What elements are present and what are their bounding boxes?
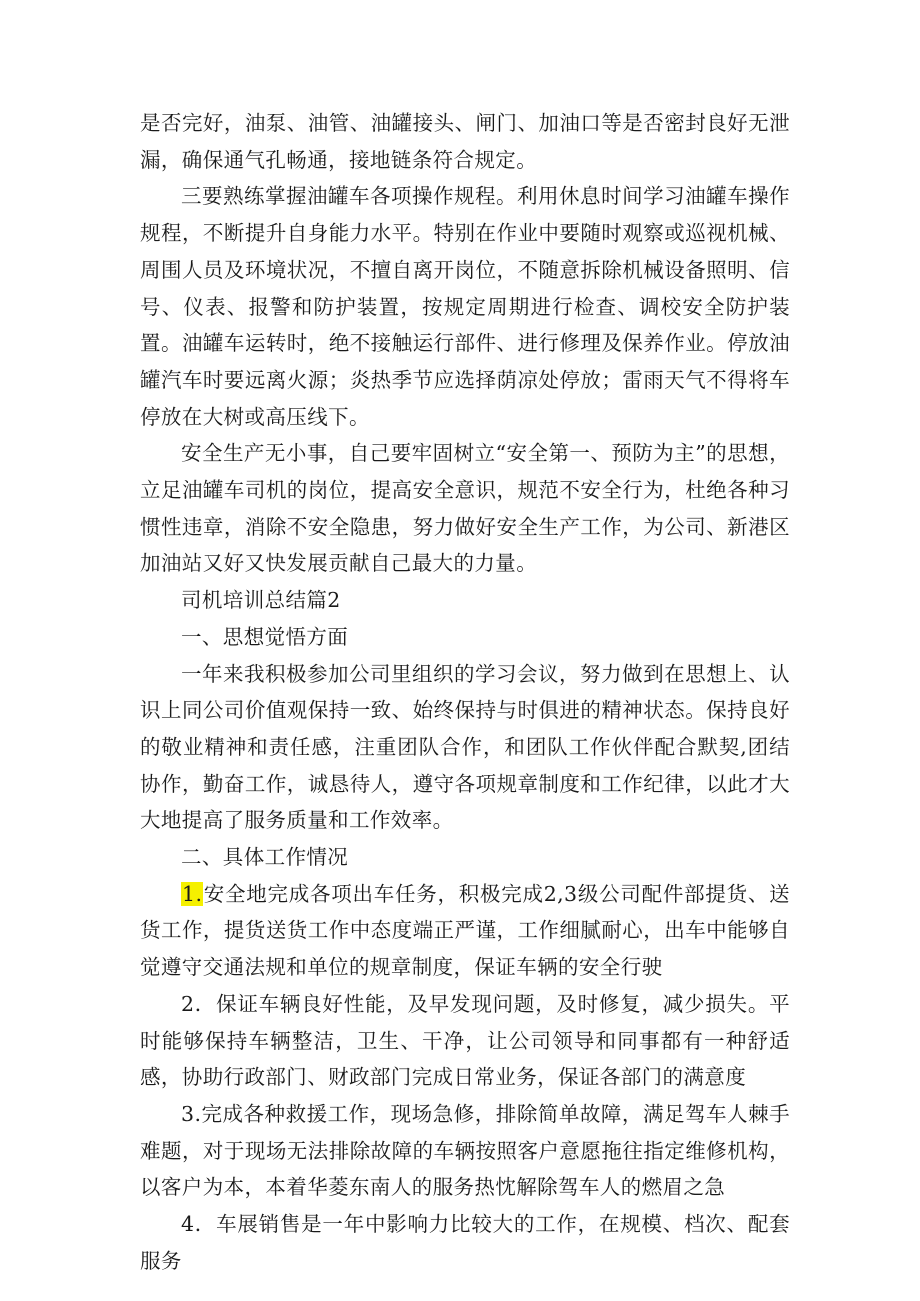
paragraph-continuation: 是否完好，油泵、油管、油罐接头、闸门、加油口等是否密封良好无泄漏，确保通气孔畅通，接地链条符合规定。 bbox=[140, 111, 790, 172]
paragraph-safety-production: 安全生产无小事，自己要牢固树立“安全第一、预防为主”的思想，立足油罐车司机的岗位，提高安全意识，规范不安全行为，杜绝各种习惯性违章，消除不安全隐患，努力做好安全生产工作，为公司、新港区加油站又好又快发展贡献自己最大的力量。 bbox=[140, 441, 790, 576]
paragraph-item-2: 2．保证车辆良好性能，及早发现问题，及时修复，减少损失。平时能够保持车辆整洁，卫生、干净，让公司领导和同事都有一种舒适感，协助行政部门、财政部门完成日常业务，保证各部门的满意度 bbox=[140, 991, 790, 1090]
paragraph-item-1-text: 安全地完成各项出车任务，积极完成2,3级公司配件部提货、送货工作，提货送货工作中态度端正严谨，工作细腻耐心，出车中能够自觉遵守交通法规和单位的规章制度，保证车辆的安全行驶 bbox=[140, 881, 790, 980]
paragraph-ideology: 一年来我积极参加公司里组织的学习会议，努力做到在思想上、认识上同公司价值观保持一致、始终保持与时俱进的精神状态。保持良好的敬业精神和责任感，注重团队合作，和团队工作伙伴配合默契,团结协作，勤奋工作，诚恳待人，遵守各项规章制度和工作纪律，以此才大大地提高了服务质量和工作效率。 bbox=[140, 661, 790, 833]
highlighted-list-marker: 1. bbox=[182, 881, 203, 906]
document-body bbox=[140, 105, 790, 1280]
paragraph-item-1 bbox=[140, 876, 790, 986]
subheading-work-details: 二、具体工作情况 bbox=[181, 845, 349, 870]
paragraph-operating-rules: 三要熟练掌握油罐车各项操作规程。利用休息时间学习油罐车操作规程，不断提升自身能力水平。特别在作业中要随时观察或巡视机械、周围人员及环境状况，不擅自离开岗位，不随意拆除机械设备照明、信号、仪表、报警和防护装置，按规定周期进行检查、调校安全防护装置。油罐车运转时，绝不接触运行部件、进行修理及保养作业。停放油罐汽车时要远离火源；炎热季节应选择荫凉处停放；雷雨天气不得将车停放在大树或高压线下。 bbox=[140, 184, 790, 429]
paragraph-item-4: 4．车展销售是一年中影响力比较大的工作，在规模、档次、配套服务 bbox=[140, 1212, 790, 1273]
paragraph-item-3: 3.完成各种救援工作，现场急修，排除简单故障，满足驾车人棘手难题，对于现场无法排除故障的车辆按照客户意愿拖往指定维修机构，以客户为本，本着华菱东南人的服务热忱解除驾车人的燃眉之急 bbox=[140, 1101, 790, 1200]
section-title-article-2: 司机培训总结篇2 bbox=[181, 588, 341, 613]
subheading-ideology: 一、思想觉悟方面 bbox=[181, 624, 349, 649]
